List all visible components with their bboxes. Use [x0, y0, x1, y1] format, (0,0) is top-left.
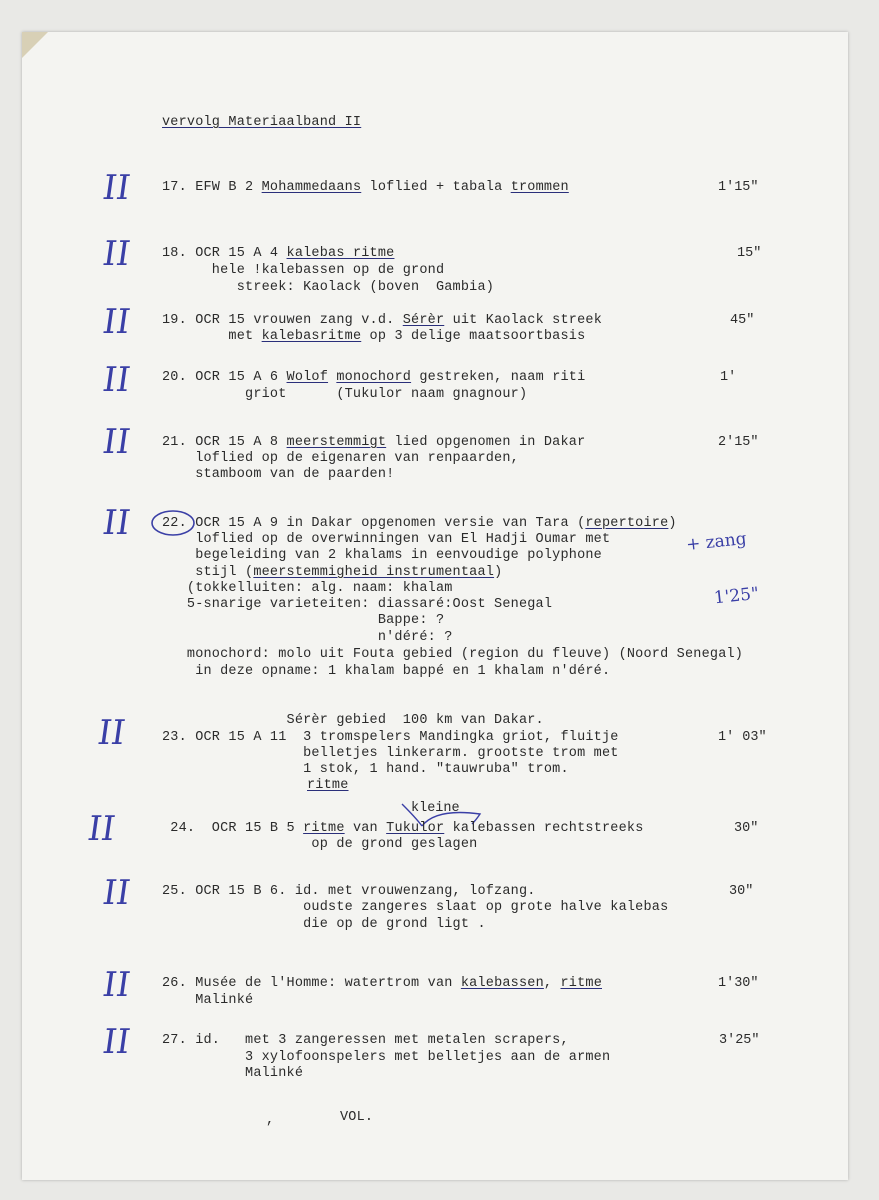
duration-21: 2'15"	[718, 435, 759, 450]
entry-21-line-2: loflied op de eigenaren van renpaarden,	[162, 451, 519, 466]
entry-22-line-5: (tokkelluiten: alg. naam: khalam	[162, 581, 453, 596]
margin-mark-17: II	[100, 168, 133, 208]
inserted-word-kleine: kleine	[411, 801, 460, 816]
margin-mark-23: II	[95, 713, 128, 753]
entry-22-line-2: loflied op de overwinningen van El Hadji Oumar met	[162, 532, 611, 547]
handwritten-note-zang: + zang	[685, 528, 748, 556]
entry-20-line-2: griot (Tukulor naam gnagnour)	[162, 387, 528, 402]
entry-18-line-3: streek: Kaolack (boven Gambia)	[162, 280, 495, 295]
duration-19: 45"	[730, 313, 755, 328]
page-header: vervolg Materiaalband II	[162, 115, 362, 130]
handwritten-duration-22: 1'25"	[713, 583, 760, 609]
entry-22-line-6: 5-snarige varieteiten: diassaré:Oost Senegal	[162, 597, 553, 612]
duration-25: 30"	[729, 884, 754, 899]
entry-22-line-8: n'déré: ?	[162, 630, 453, 645]
entry-22-line-9: monochord: molo uit Fouta gebied (region du fleuve) (Noord Senegal)	[162, 647, 744, 662]
margin-mark-27: II	[100, 1022, 133, 1062]
page-footer: VOL.	[340, 1110, 374, 1125]
margin-mark-25: II	[100, 873, 133, 913]
entry-21-line-3: stamboom van de paarden!	[162, 467, 395, 482]
entry-19: 19. OCR 15 vrouwen zang v.d. Sérèr uit Kaolack streek	[162, 313, 602, 328]
entry-21: 21. OCR 15 A 8 meerstemmigt lied opgenomen in Dakar	[162, 435, 586, 450]
duration-23: 1' 03"	[718, 730, 767, 745]
entry-24-line-2: op de grond geslagen	[162, 837, 478, 852]
margin-mark-19: II	[100, 302, 133, 342]
entry-23-line-4: ritme	[307, 778, 349, 793]
duration-18: 15"	[737, 246, 762, 261]
entry-22: 22. OCR 15 A 9 in Dakar opgenomen versie van Tara (repertoire)	[162, 516, 677, 531]
entry-18-line-2: hele !kalebassen op de grond	[162, 263, 445, 278]
duration-26: 1'30"	[718, 976, 759, 991]
duration-24: 30"	[734, 821, 759, 836]
duration-27: 3'25"	[719, 1033, 760, 1048]
duration-17: 1'15"	[718, 180, 759, 195]
entry-22-line-3: begeleiding van 2 khalams in eenvoudige polyphone	[162, 548, 602, 563]
entry-23-line-0: Sérèr gebied 100 km van Dakar.	[162, 713, 544, 728]
margin-mark-22: II	[100, 503, 133, 543]
entry-22-line-7: Bappe: ?	[162, 613, 445, 628]
entry-23-line-3: 1 stok, 1 hand. "tauwruba" trom.	[162, 762, 569, 777]
margin-mark-21: II	[100, 422, 133, 462]
entry-18: 18. OCR 15 A 4 kalebas ritme	[162, 246, 395, 261]
entry-17: 17. EFW B 2 Mohammedaans loflied + tabala trommen	[162, 180, 569, 195]
entry-27: 27. id. met 3 zangeressen met metalen scrapers,	[162, 1033, 569, 1048]
folded-corner	[22, 32, 48, 58]
margin-mark-24: II	[85, 809, 118, 849]
entry-26: 26. Musée de l'Homme: watertrom van kalebassen, ritme	[162, 976, 602, 991]
entry-27-line-2: 3 xylofoonspelers met belletjes aan de armen	[162, 1050, 611, 1065]
entry-24: 24. OCR 15 B 5 ritme van Tukulor kalebassen rechtstreeks	[162, 821, 644, 836]
duration-20: 1'	[720, 370, 737, 385]
entry-26-line-2: Malinké	[162, 993, 254, 1008]
entry-25-line-2: oudste zangeres slaat op grote halve kalebas	[162, 900, 669, 915]
entry-23-line-2: belletjes linkerarm. grootste trom met	[162, 746, 619, 761]
entry-25: 25. OCR 15 B 6. id. met vrouwenzang, lofzang.	[162, 884, 536, 899]
entry-23: 23. OCR 15 A 11 3 tromspelers Mandingka griot, fluitje	[162, 730, 619, 745]
entry-22-line-10: in deze opname: 1 khalam bappé en 1 khalam n'déré.	[162, 664, 611, 679]
margin-mark-18: II	[100, 234, 133, 274]
entry-22-line-4: stijl (meerstemmigheid instrumentaal)	[162, 565, 503, 580]
margin-mark-26: II	[100, 965, 133, 1005]
entry-20: 20. OCR 15 A 6 Wolof monochord gestreken, naam riti	[162, 370, 586, 385]
margin-mark-20: II	[100, 360, 133, 400]
footer-comma: ,	[266, 1113, 275, 1128]
entry-19-line-2: met kalebasritme op 3 delige maatsoortbasis	[162, 329, 586, 344]
entry-25-line-3: die op de grond ligt .	[162, 917, 486, 932]
entry-27-line-3: Malinké	[162, 1066, 304, 1081]
